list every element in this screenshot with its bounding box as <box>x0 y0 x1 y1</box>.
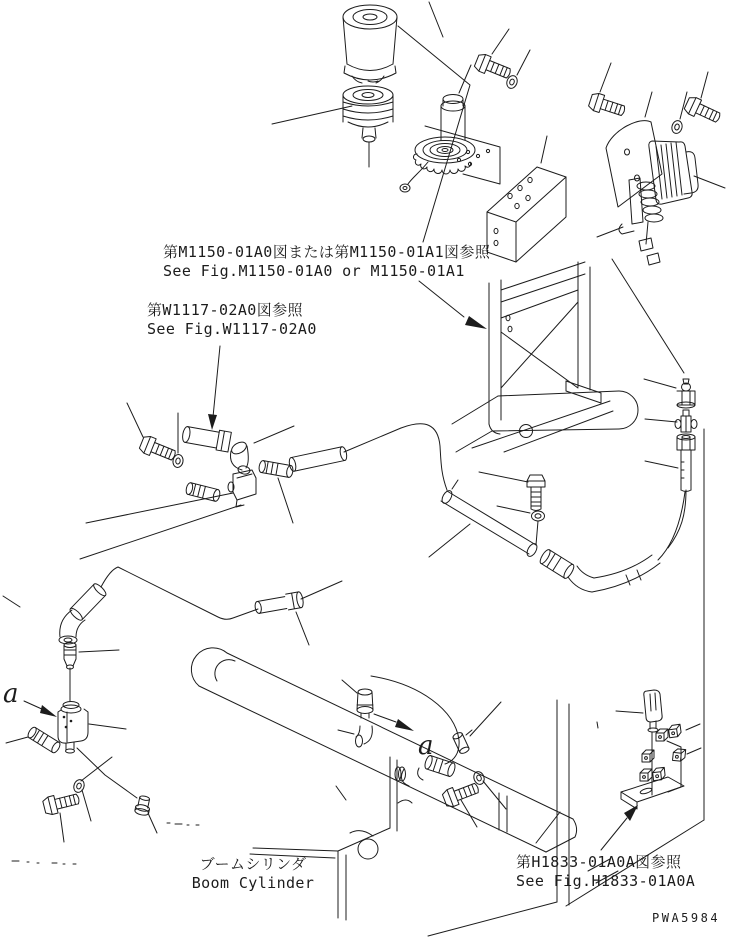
callout-boom-cylinder <box>178 855 328 893</box>
callout-ref-h1833 <box>516 853 695 891</box>
callout-boom-cylinder-en: Boom Cylinder <box>191 874 315 892</box>
box-bracket <box>487 136 566 262</box>
right-fitting-column <box>612 259 697 548</box>
left-fitting-cluster <box>80 346 401 559</box>
callout-ref-m1150-en: See Fig.M1150-01A0 or M1150-01A1 <box>163 262 465 280</box>
left-long-hose <box>3 567 342 645</box>
bottom-left-valve-assembly <box>6 643 157 865</box>
drawing-code: PWA5984 <box>652 911 721 925</box>
solenoid-valve <box>400 95 475 193</box>
mast-frame <box>419 262 638 452</box>
top-leader-lines <box>398 2 471 242</box>
callout-boom-cylinder-jp: ブームシリンダ <box>199 855 307 873</box>
controller-unit <box>597 141 725 265</box>
view-marker-a-left: a <box>3 679 19 709</box>
view-marker-a-center: a <box>418 731 434 761</box>
callout-ref-w1117-jp: 第W1117-02A0図参照 <box>147 301 303 319</box>
callout-ref-w1117 <box>147 301 317 339</box>
callout-ref-w1117-en: See Fig.W1117-02A0 <box>147 320 317 338</box>
bellows <box>272 86 393 167</box>
callout-ref-m1150 <box>163 243 490 281</box>
top-fasteners <box>473 29 723 135</box>
callout-ref-m1150-jp: 第M1150-01A0図または第M1150-01A1図参照 <box>163 243 491 261</box>
callout-ref-h1833-jp: 第H1833-01A0A図参照 <box>516 853 682 871</box>
bottom-right-bracket-assembly <box>597 690 701 850</box>
center-hose-run <box>401 424 685 592</box>
rear-bracket-plate <box>606 92 662 207</box>
filter-canister <box>343 5 397 83</box>
callout-ref-h1833-en: See Fig.H1833-01A0A <box>516 872 696 890</box>
